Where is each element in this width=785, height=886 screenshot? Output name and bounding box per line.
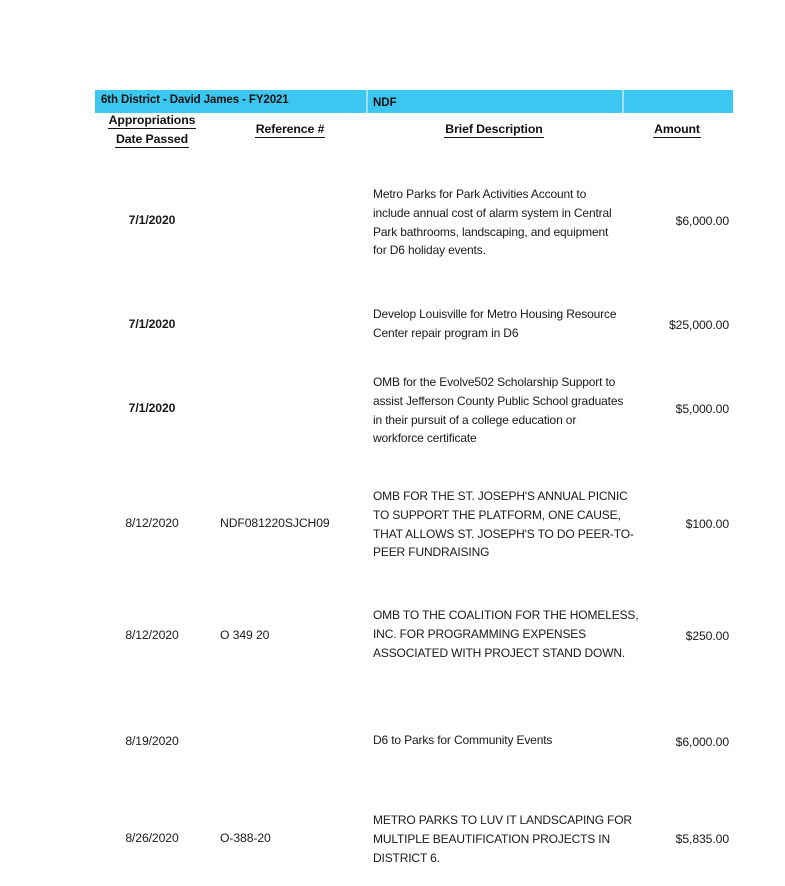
description-column-header: Brief Description (445, 122, 543, 136)
date-cell: 7/1/2020 (128, 317, 176, 331)
date-cell: 7/1/2020 (128, 401, 176, 415)
description-cell: Metro Parks for Park Activities Account to include annual cost of alarm system in Central Park bathrooms, landscaping, and equipment for D6 holiday events. (373, 187, 612, 258)
description-cell: Develop Louisville for Metro Housing Resource Center repair program in D6 (373, 307, 617, 340)
amount-cell: $5,000.00 (675, 402, 729, 416)
date-header-line1: Appropriations (108, 113, 196, 127)
amount-cell: $6,000.00 (675, 214, 729, 228)
district-title-bar (95, 90, 733, 113)
reference-cell: NDF081220SJCH09 (220, 516, 330, 530)
reference-column-header: Reference # (255, 122, 325, 136)
amount-column-header: Amount (654, 122, 700, 136)
reference-cell: O 349 20 (220, 628, 270, 642)
district-title: 6th District - David James - FY2021 (101, 94, 289, 106)
fund-label: NDF (373, 97, 397, 109)
amount-cell: $25,000.00 (669, 318, 729, 332)
title-bar-cell-seam (366, 90, 368, 113)
date-cell: 7/1/2020 (128, 213, 176, 227)
description-cell: OMB for the Evolve502 Scholarship Support to assist Jefferson County Public School graduates in their pursuit of a college education or workforce certificate (373, 375, 624, 446)
date-cell: 8/12/2020 (125, 628, 179, 642)
date-header-line2: Date Passed (115, 132, 189, 146)
date-cell: 8/26/2020 (125, 831, 179, 845)
date-cell: 8/19/2020 (125, 734, 179, 748)
description-cell: OMB FOR THE ST. JOSEPH'S ANNUAL PICNIC TO SUPPORT THE PLATFORM, ONE CAUSE, THAT ALLOWS ST. JOSEPH'S TO DO PEER-TO- PEER FUNDRAISING (373, 489, 634, 560)
description-cell: OMB TO THE COALITION FOR THE HOMELESS, INC. FOR PROGRAMMING EXPENSES ASSOCIATED WITH PROJECT STAND DOWN. (373, 608, 639, 660)
amount-cell: $250.00 (685, 629, 729, 643)
description-cell: D6 to Parks for Community Events (373, 733, 553, 747)
reference-cell: O-388-20 (220, 831, 271, 845)
title-bar-cell-seam (622, 90, 624, 113)
amount-cell: $5,835.00 (675, 832, 729, 846)
description-cell: METRO PARKS TO LUV IT LANDSCAPING FOR MULTIPLE BEAUTIFICATION PROJECTS IN DISTRICT 6. (373, 813, 632, 865)
amount-cell: $100.00 (685, 517, 729, 531)
amount-cell: $6,000.00 (675, 735, 729, 749)
date-cell: 8/12/2020 (125, 516, 179, 530)
date-column-header (97, 113, 207, 148)
